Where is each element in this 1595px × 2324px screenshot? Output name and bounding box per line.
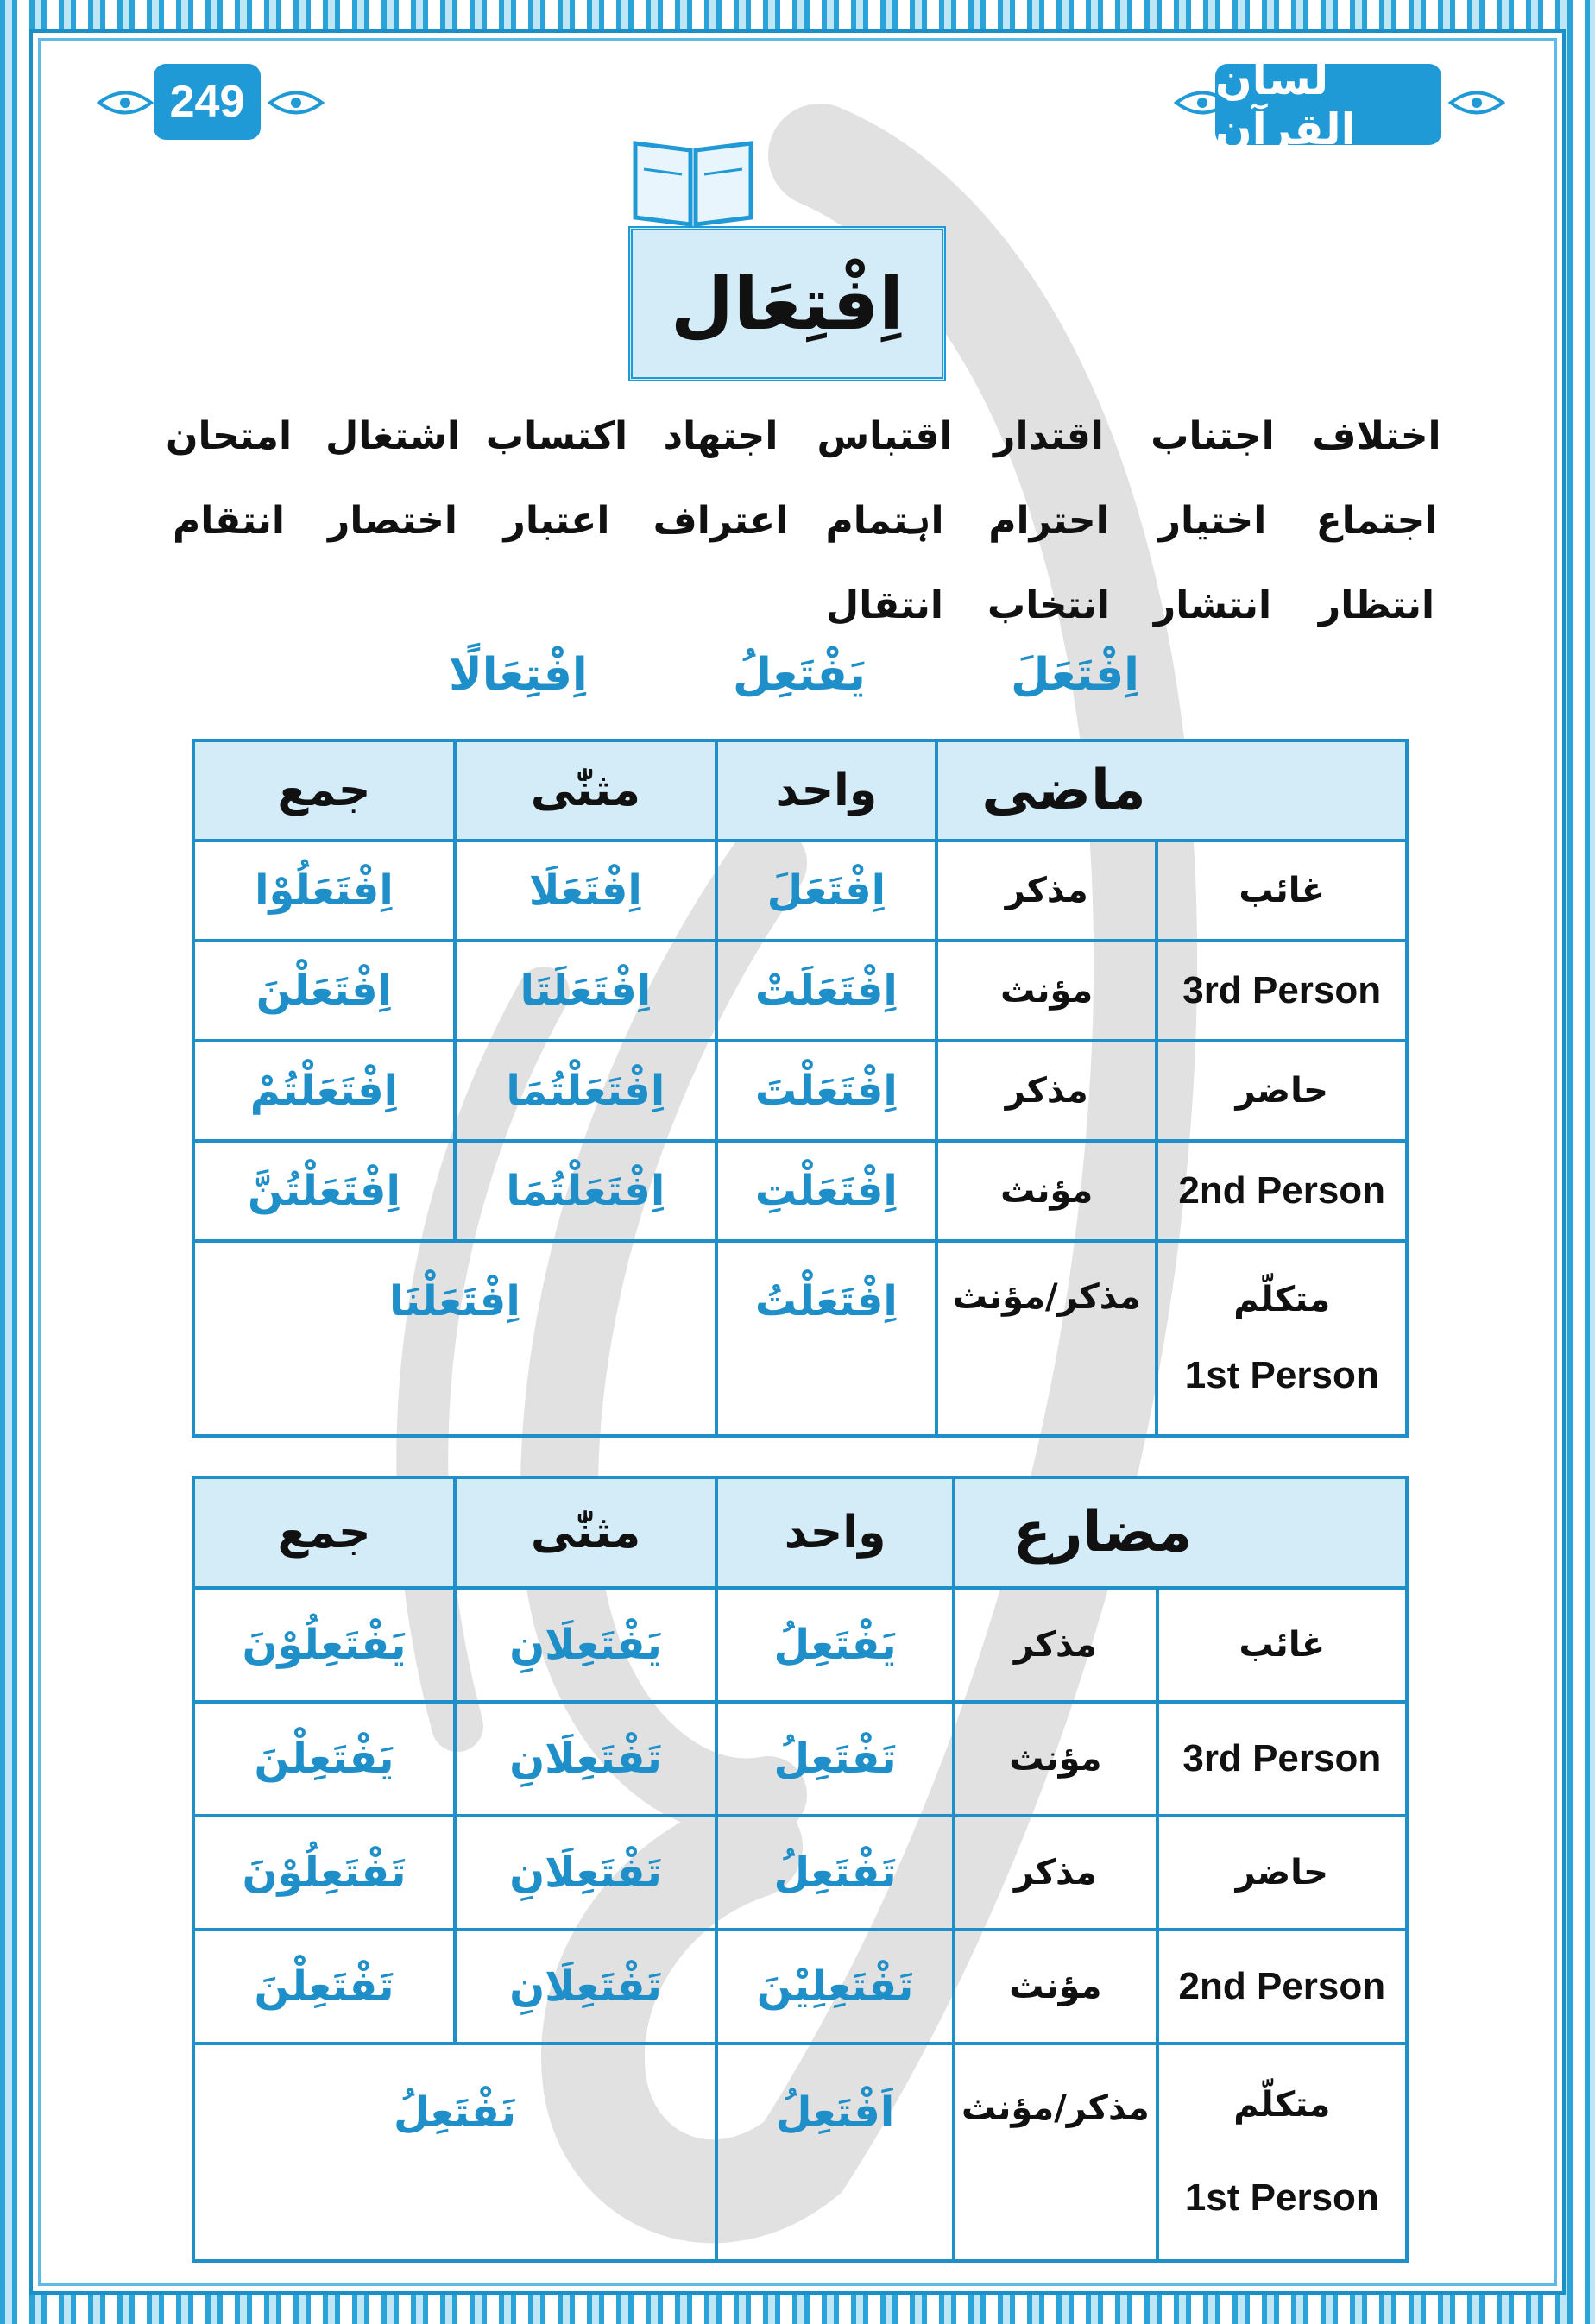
muthanna-header: مثنّٰی — [455, 1477, 716, 1588]
form-cell: تَفْتَعِلُ — [716, 1816, 954, 1930]
person-en: 3rd Person — [1182, 1737, 1382, 1779]
form-cell: اِفْتَعَلْتُنَّ — [193, 1141, 455, 1241]
table-row — [193, 1241, 1407, 1436]
form-cell: يَفْتَعِلُوْنَ — [193, 1588, 455, 1702]
form-cell: اِفْتَعَلَ — [716, 841, 936, 941]
mudari-table — [192, 1476, 1409, 2263]
gender-cell: مذکر — [954, 1588, 1157, 1702]
form-cell: اَفْتَعِلُ — [716, 2044, 954, 2261]
form-cell: اِفْتَعَلُوْا — [193, 841, 455, 941]
form-cell: تَفْتَعِلُوْنَ — [193, 1816, 455, 1930]
vocab-word: اجتناب — [1151, 414, 1275, 458]
book-title-badge: لسان القرآن — [1215, 64, 1441, 145]
person-cell: غائب — [1157, 1588, 1407, 1702]
person-en: 2nd Person — [1178, 1169, 1386, 1212]
form-cell: اِفْتَعَلَا — [455, 841, 716, 941]
vocab-row — [147, 499, 1459, 568]
table-row — [193, 941, 1407, 1041]
vocab-word: اجتهاد — [663, 414, 779, 458]
muthanna-header: مثنّٰی — [455, 740, 716, 841]
tense-header: مضارع — [954, 1477, 1407, 1588]
gender-cell: مذکر — [936, 1041, 1157, 1141]
form-cell: اِفْتَعَلْتُمَا — [455, 1141, 716, 1241]
vocab-word: امتحان — [165, 414, 293, 458]
form-cell: يَفْتَعِلُ — [716, 1588, 954, 1702]
person-ur: متکلّم — [1233, 1280, 1331, 1319]
form-cell: تَفْتَعِلِيْنَ — [716, 1930, 954, 2044]
page-number-badge: 249 — [154, 64, 261, 140]
vocab-word: انتقال — [826, 583, 943, 627]
vocab-word: اعتبار — [503, 499, 610, 543]
vocab-word: اشتغال — [325, 414, 460, 458]
table-row — [193, 1588, 1407, 1702]
wahid-header: واحد — [716, 1477, 954, 1588]
vocab-word: احترام — [988, 499, 1109, 543]
vocab-word: اکتساب — [485, 414, 628, 458]
form-cell: تَفْتَعِلُ — [716, 1702, 954, 1816]
vocab-word: انتشار — [1153, 583, 1272, 627]
vocab-row — [147, 414, 1459, 483]
vocab-word: اجتماع — [1315, 499, 1438, 543]
tense-header: ماضی — [936, 740, 1407, 841]
vocab-word: اختیار — [1158, 499, 1267, 543]
person-cell — [1157, 2044, 1407, 2261]
vocab-row — [147, 583, 1459, 652]
person-cell — [1157, 1930, 1407, 2044]
vocab-word: اقتباس — [816, 414, 953, 458]
madi-table — [192, 739, 1409, 1438]
gender-cell: مذکر/مؤنث — [936, 1241, 1157, 1436]
vocab-word: اہتمام — [825, 499, 944, 543]
gender-cell: مذکر — [954, 1816, 1157, 1930]
form-cell: اِفْتَعَلْتِ — [716, 1141, 936, 1241]
wahid-header: واحد — [716, 740, 936, 841]
vocab-word: انتقام — [172, 499, 285, 543]
form-cell: يَفْتَعِلَانِ — [455, 1588, 716, 1702]
form-cell: اِفْتَعَلَتَا — [455, 941, 716, 1041]
form-cell: اِفْتَعَلَتْ — [716, 941, 936, 1041]
person-cell — [1157, 1141, 1407, 1241]
table-row — [193, 1702, 1407, 1816]
paradigm-forms — [449, 649, 1139, 727]
ornament-icon — [1172, 83, 1232, 123]
form-cell: يَفْتَعِلْنَ — [193, 1702, 455, 1816]
person-cell: حاضر — [1157, 1816, 1407, 1930]
paradigm-mudari: يَفْتَعِلُ — [732, 649, 866, 701]
vocab-word: انتظار — [1318, 583, 1435, 627]
ornament-icon — [1447, 83, 1507, 123]
form-cell: اِفْتَعَلْنَ — [193, 941, 455, 1041]
form-cell: اِفْتَعَلْتُ — [716, 1241, 936, 1436]
person-ur: متکلّم — [1233, 2085, 1331, 2125]
form-cell: تَفْتَعِلَانِ — [455, 1702, 716, 1816]
chapter-title: اِفْتِعَال — [628, 226, 946, 381]
paradigm-madi: اِفْتَعَلَ — [1011, 649, 1139, 701]
gender-cell: مؤنث — [936, 941, 1157, 1041]
vocab-word: اعتراف — [652, 499, 789, 543]
table-row — [193, 1141, 1407, 1241]
form-cell: تَفْتَعِلَانِ — [455, 1930, 716, 2044]
jama-header: جمع — [193, 740, 455, 841]
gender-cell: مؤنث — [954, 1930, 1157, 2044]
ornament-icon — [266, 83, 326, 123]
vocab-word: انتخاب — [987, 583, 1110, 627]
form-cell: اِفْتَعَلْتُمَا — [455, 1041, 716, 1141]
person-cell — [1157, 1241, 1407, 1436]
person-cell: غائب — [1157, 841, 1407, 941]
person-en: 1st Person — [1184, 2176, 1379, 2219]
table-row — [193, 1816, 1407, 1930]
table-row — [193, 2044, 1407, 2261]
table-row — [193, 841, 1407, 941]
form-cell: اِفْتَعَلْتُمْ — [193, 1041, 455, 1141]
table-row — [193, 1041, 1407, 1141]
person-en: 2nd Person — [1178, 1965, 1386, 2007]
table-row — [193, 1930, 1407, 2044]
open-book-icon — [628, 135, 758, 231]
jama-header: جمع — [193, 1477, 455, 1588]
person-cell — [1157, 941, 1407, 1041]
gender-cell: مذکر/مؤنث — [954, 2044, 1157, 2261]
person-en: 1st Person — [1184, 1354, 1379, 1396]
form-cell: اِفْتَعَلْنَا — [193, 1241, 716, 1436]
person-cell — [1157, 1702, 1407, 1816]
paradigm-masdar: اِفْتِعَالًا — [449, 649, 588, 701]
vocab-word: اقتدار — [993, 414, 1104, 458]
person-cell: حاضر — [1157, 1041, 1407, 1141]
gender-cell: مؤنث — [936, 1141, 1157, 1241]
form-cell: تَفْتَعِلْنَ — [193, 1930, 455, 2044]
vocab-word: اختلاف — [1312, 414, 1441, 458]
form-cell: تَفْتَعِلَانِ — [455, 1816, 716, 1930]
gender-cell: مؤنث — [954, 1702, 1157, 1816]
form-cell: نَفْتَعِلُ — [193, 2044, 716, 2261]
gender-cell: مذکر — [936, 841, 1157, 941]
ornament-icon — [95, 83, 155, 123]
vocab-word: اختصار — [328, 499, 457, 543]
form-cell: اِفْتَعَلْتَ — [716, 1041, 936, 1141]
person-en: 3rd Person — [1182, 969, 1382, 1011]
